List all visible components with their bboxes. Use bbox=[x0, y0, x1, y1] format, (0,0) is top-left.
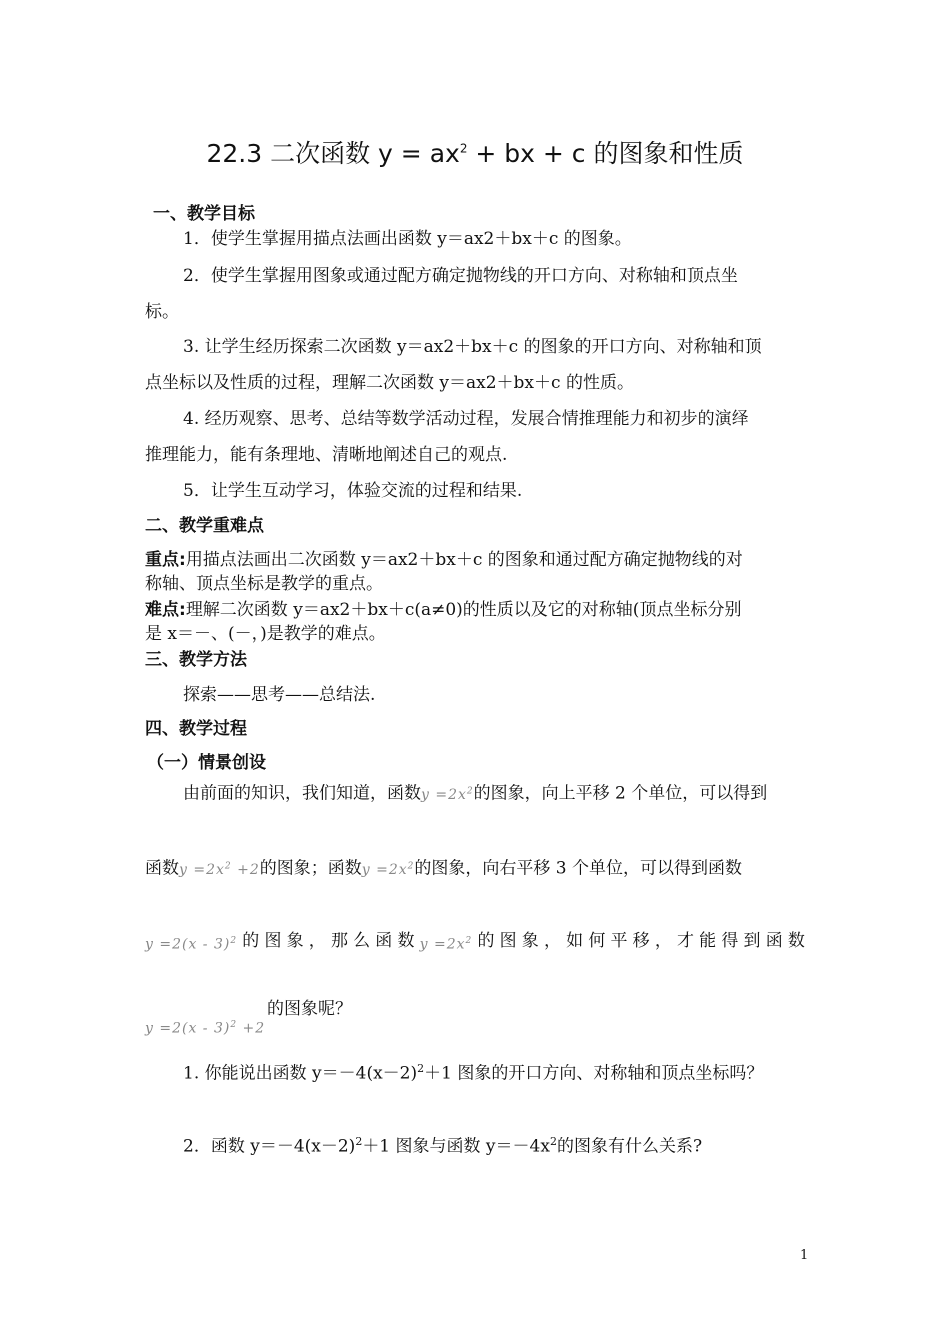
word: 的 bbox=[242, 931, 260, 951]
subsection-scenario: （一）情景创设 bbox=[147, 753, 266, 773]
question-2: 2．函数 $y=-4(x-2)^2+1$ 图象与函数 $y=-4x^2$的图象有什么关系? bbox=[183, 1135, 703, 1157]
word: 能 bbox=[699, 931, 717, 951]
word: 的 bbox=[477, 931, 495, 951]
formula-y-2x2-b: $y =2x^2$ bbox=[361, 861, 415, 878]
formula-y-2x2-plus-2: $y =2x^2 +2$ bbox=[179, 861, 260, 878]
word: 象 bbox=[521, 931, 539, 951]
word: 平 bbox=[610, 931, 628, 951]
title-superscript: 2 bbox=[459, 141, 468, 156]
word: 函 bbox=[375, 931, 393, 951]
word: 象 bbox=[286, 931, 304, 951]
paragraph-line4-text: 的图象呢？ bbox=[267, 999, 352, 1019]
word: 数 bbox=[397, 931, 415, 951]
objective-4-line2: 推理能力，能有条理地、清晰地阐述自己的观点. bbox=[145, 445, 508, 465]
objective-3-line1: 3. 让学生经历探索二次函数 y＝ax2＋bx＋c 的图象的开口方向、对称轴和顶 bbox=[183, 337, 762, 357]
paragraph-line2 bbox=[145, 855, 742, 881]
question-1: 1. 你能说出函数 $y=-4(x-2)^2+1$ 图象的开口方向、对称轴和顶点坐标吗？ bbox=[183, 1062, 764, 1084]
word: 数 bbox=[787, 931, 805, 951]
text-span: 的图象，向右平移 3 个单位，可以得到函数 bbox=[414, 858, 742, 879]
text-span: 函数 bbox=[145, 858, 179, 879]
word: 那 bbox=[330, 931, 348, 951]
word: 如 bbox=[566, 931, 584, 951]
text-span: 由前面的知识，我们知道，函数 bbox=[183, 783, 421, 804]
word: 何 bbox=[588, 931, 606, 951]
key-point-label: 重点: bbox=[145, 550, 186, 570]
method-text: 探索——思考——总结法. bbox=[183, 685, 376, 705]
word: ， bbox=[308, 931, 326, 951]
title-text-suffix: + bx + c 的图象和性质 bbox=[467, 139, 744, 168]
formula-y-2-x-minus-3-sq-plus-2: y =2(x - 3)$^2$ +2 bbox=[145, 1020, 266, 1037]
objective-1: 1．使学生掌握用描点法画出函数 y＝ax2＋bx＋c 的图象。 bbox=[183, 229, 632, 249]
objective-3-line2: 点坐标以及性质的过程，理解二次函数 y＝ax2＋bx＋c 的性质。 bbox=[145, 373, 634, 393]
objective-5: 5．让学生互动学习，体验交流的过程和结果. bbox=[183, 481, 523, 501]
word: 得 bbox=[721, 931, 739, 951]
title-text: 22.3 二次函数 y = ax bbox=[206, 139, 460, 168]
difficulty-line1 bbox=[145, 599, 741, 621]
word: 到 bbox=[743, 931, 761, 951]
objective-4-line1: 4. 经历观察、思考、总结等数学活动过程，发展合情推理能力和初步的演绎 bbox=[183, 409, 749, 429]
key-point-line2: 称轴、顶点坐标是教学的重点。 bbox=[145, 574, 383, 594]
word: 移 bbox=[632, 931, 650, 951]
difficulty-line2: 是 x＝－、(－，)是教学的难点。 bbox=[145, 624, 386, 644]
section-heading-key-points: 二、教学重难点 bbox=[145, 516, 264, 536]
difficulty-text: 理解二次函数 y＝ax2＋bx＋c(a≠0)的性质以及它的对称轴(顶点坐标分别 bbox=[185, 600, 742, 620]
paragraph-line3 bbox=[145, 930, 805, 956]
key-point-text: 用描点法画出二次函数 y＝ax2＋bx＋c 的图象和通过配方确定抛物线的对 bbox=[185, 550, 743, 570]
section-heading-process: 四、教学过程 bbox=[145, 719, 247, 739]
paragraph-line1 bbox=[183, 780, 767, 806]
word: 图 bbox=[499, 931, 517, 951]
objective-2-line1: 2．使学生掌握用图象或通过配方确定抛物线的开口方向、对称轴和顶点坐 bbox=[183, 266, 738, 286]
formula-y-2x2: $y =2x^2$ bbox=[421, 786, 474, 803]
text-span: 的图象；函数 bbox=[259, 858, 362, 879]
difficulty-label: 难点: bbox=[145, 600, 186, 620]
text-span: 的图象，向上平移 2 个单位，可以得到 bbox=[473, 783, 768, 804]
word: 才 bbox=[677, 931, 694, 951]
word: 图 bbox=[264, 931, 282, 951]
section-heading-objectives: 一、教学目标 bbox=[153, 204, 255, 224]
formula-y-2x2-c: $y =2x^2$ bbox=[419, 936, 473, 953]
word: ， bbox=[543, 931, 561, 951]
page-number: 1 bbox=[800, 1248, 809, 1263]
formula-y-2-x-minus-3-sq: y =2(x - 3)$^2$ bbox=[145, 936, 238, 953]
word: ， bbox=[654, 931, 672, 951]
document-title bbox=[0, 134, 950, 170]
key-point-line1 bbox=[145, 549, 743, 571]
section-heading-method: 三、教学方法 bbox=[145, 650, 247, 670]
objective-2-line2: 标。 bbox=[145, 302, 179, 322]
word: 函 bbox=[765, 931, 783, 951]
word: 么 bbox=[353, 931, 371, 951]
